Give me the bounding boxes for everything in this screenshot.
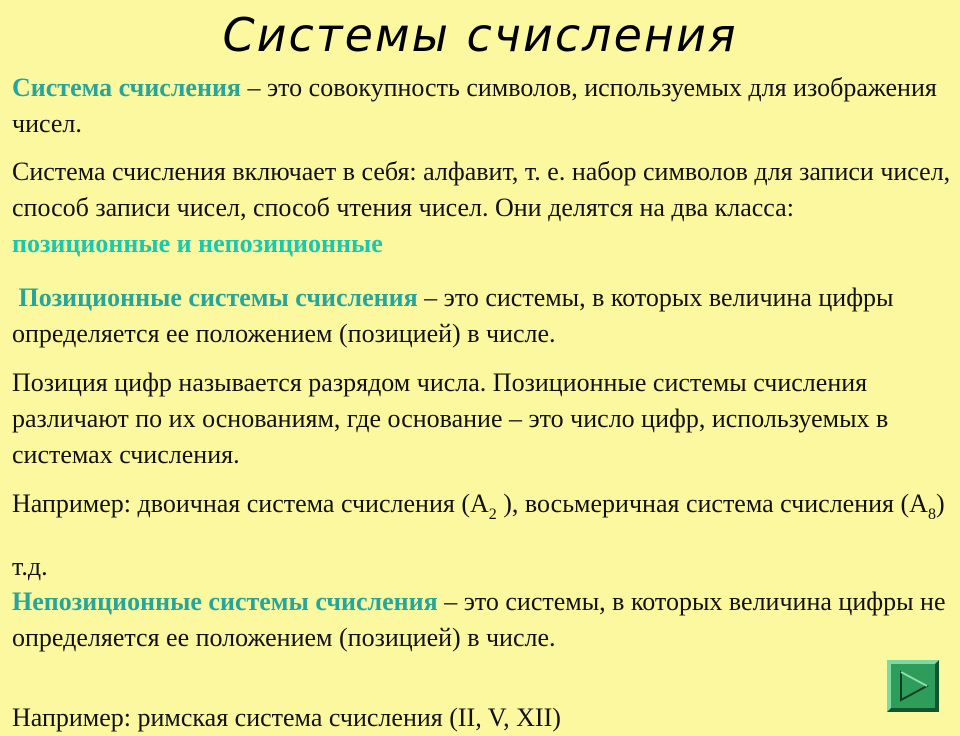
digit-position-text: Позиция цифр называется разрядом числа. Позиционные системы счисления различают по их основаниям, где основание – это число цифр, используемых в системах счисления. bbox=[12, 368, 889, 469]
non-positional-text: – это системы, в которых величина цифры не определяется ее положением (позицией) в числе. bbox=[12, 587, 946, 652]
digit-position-paragraph bbox=[12, 365, 952, 473]
positional-paragraph bbox=[12, 280, 952, 352]
example-part2: ), восьмеричная система счисления (А bbox=[496, 489, 928, 518]
subscript-2: 2 bbox=[488, 506, 497, 523]
example-part1: Например: двоичная система счисления (А bbox=[12, 489, 489, 518]
page-title: Системы счисления bbox=[222, 8, 738, 62]
subscript-8: 8 bbox=[927, 506, 936, 523]
play-next-icon bbox=[897, 670, 929, 702]
term-number-system: Система счисления bbox=[12, 73, 241, 102]
non-positional-paragraph bbox=[12, 584, 952, 656]
example-part3: ) т.д. bbox=[12, 489, 945, 581]
next-slide-button[interactable] bbox=[887, 660, 939, 712]
composition-text: Система счисления включает в себя: алфавит, т. е. набор символов для записи чисел, способ записи чисел, способ чтения чисел. Они делятся на два класса: bbox=[12, 157, 951, 222]
definition-text: – это совокупность символов, используемых для изображения чисел. bbox=[12, 73, 937, 138]
term-positional: Позиционные системы счисления bbox=[18, 283, 418, 312]
roman-example-paragraph bbox=[12, 700, 952, 736]
term-non-positional: Непозиционные системы счисления bbox=[12, 587, 438, 616]
definition-paragraph bbox=[12, 70, 952, 142]
roman-example-text: Например: римская система счисления (II, V, XII) bbox=[12, 703, 561, 732]
positional-text: – это системы, в которых величина цифры определяется ее положением (позицией) в числе. bbox=[12, 283, 894, 348]
classes-highlight: позиционные и непозиционные bbox=[12, 229, 383, 258]
example-paragraph bbox=[12, 478, 952, 593]
composition-paragraph bbox=[12, 154, 952, 262]
